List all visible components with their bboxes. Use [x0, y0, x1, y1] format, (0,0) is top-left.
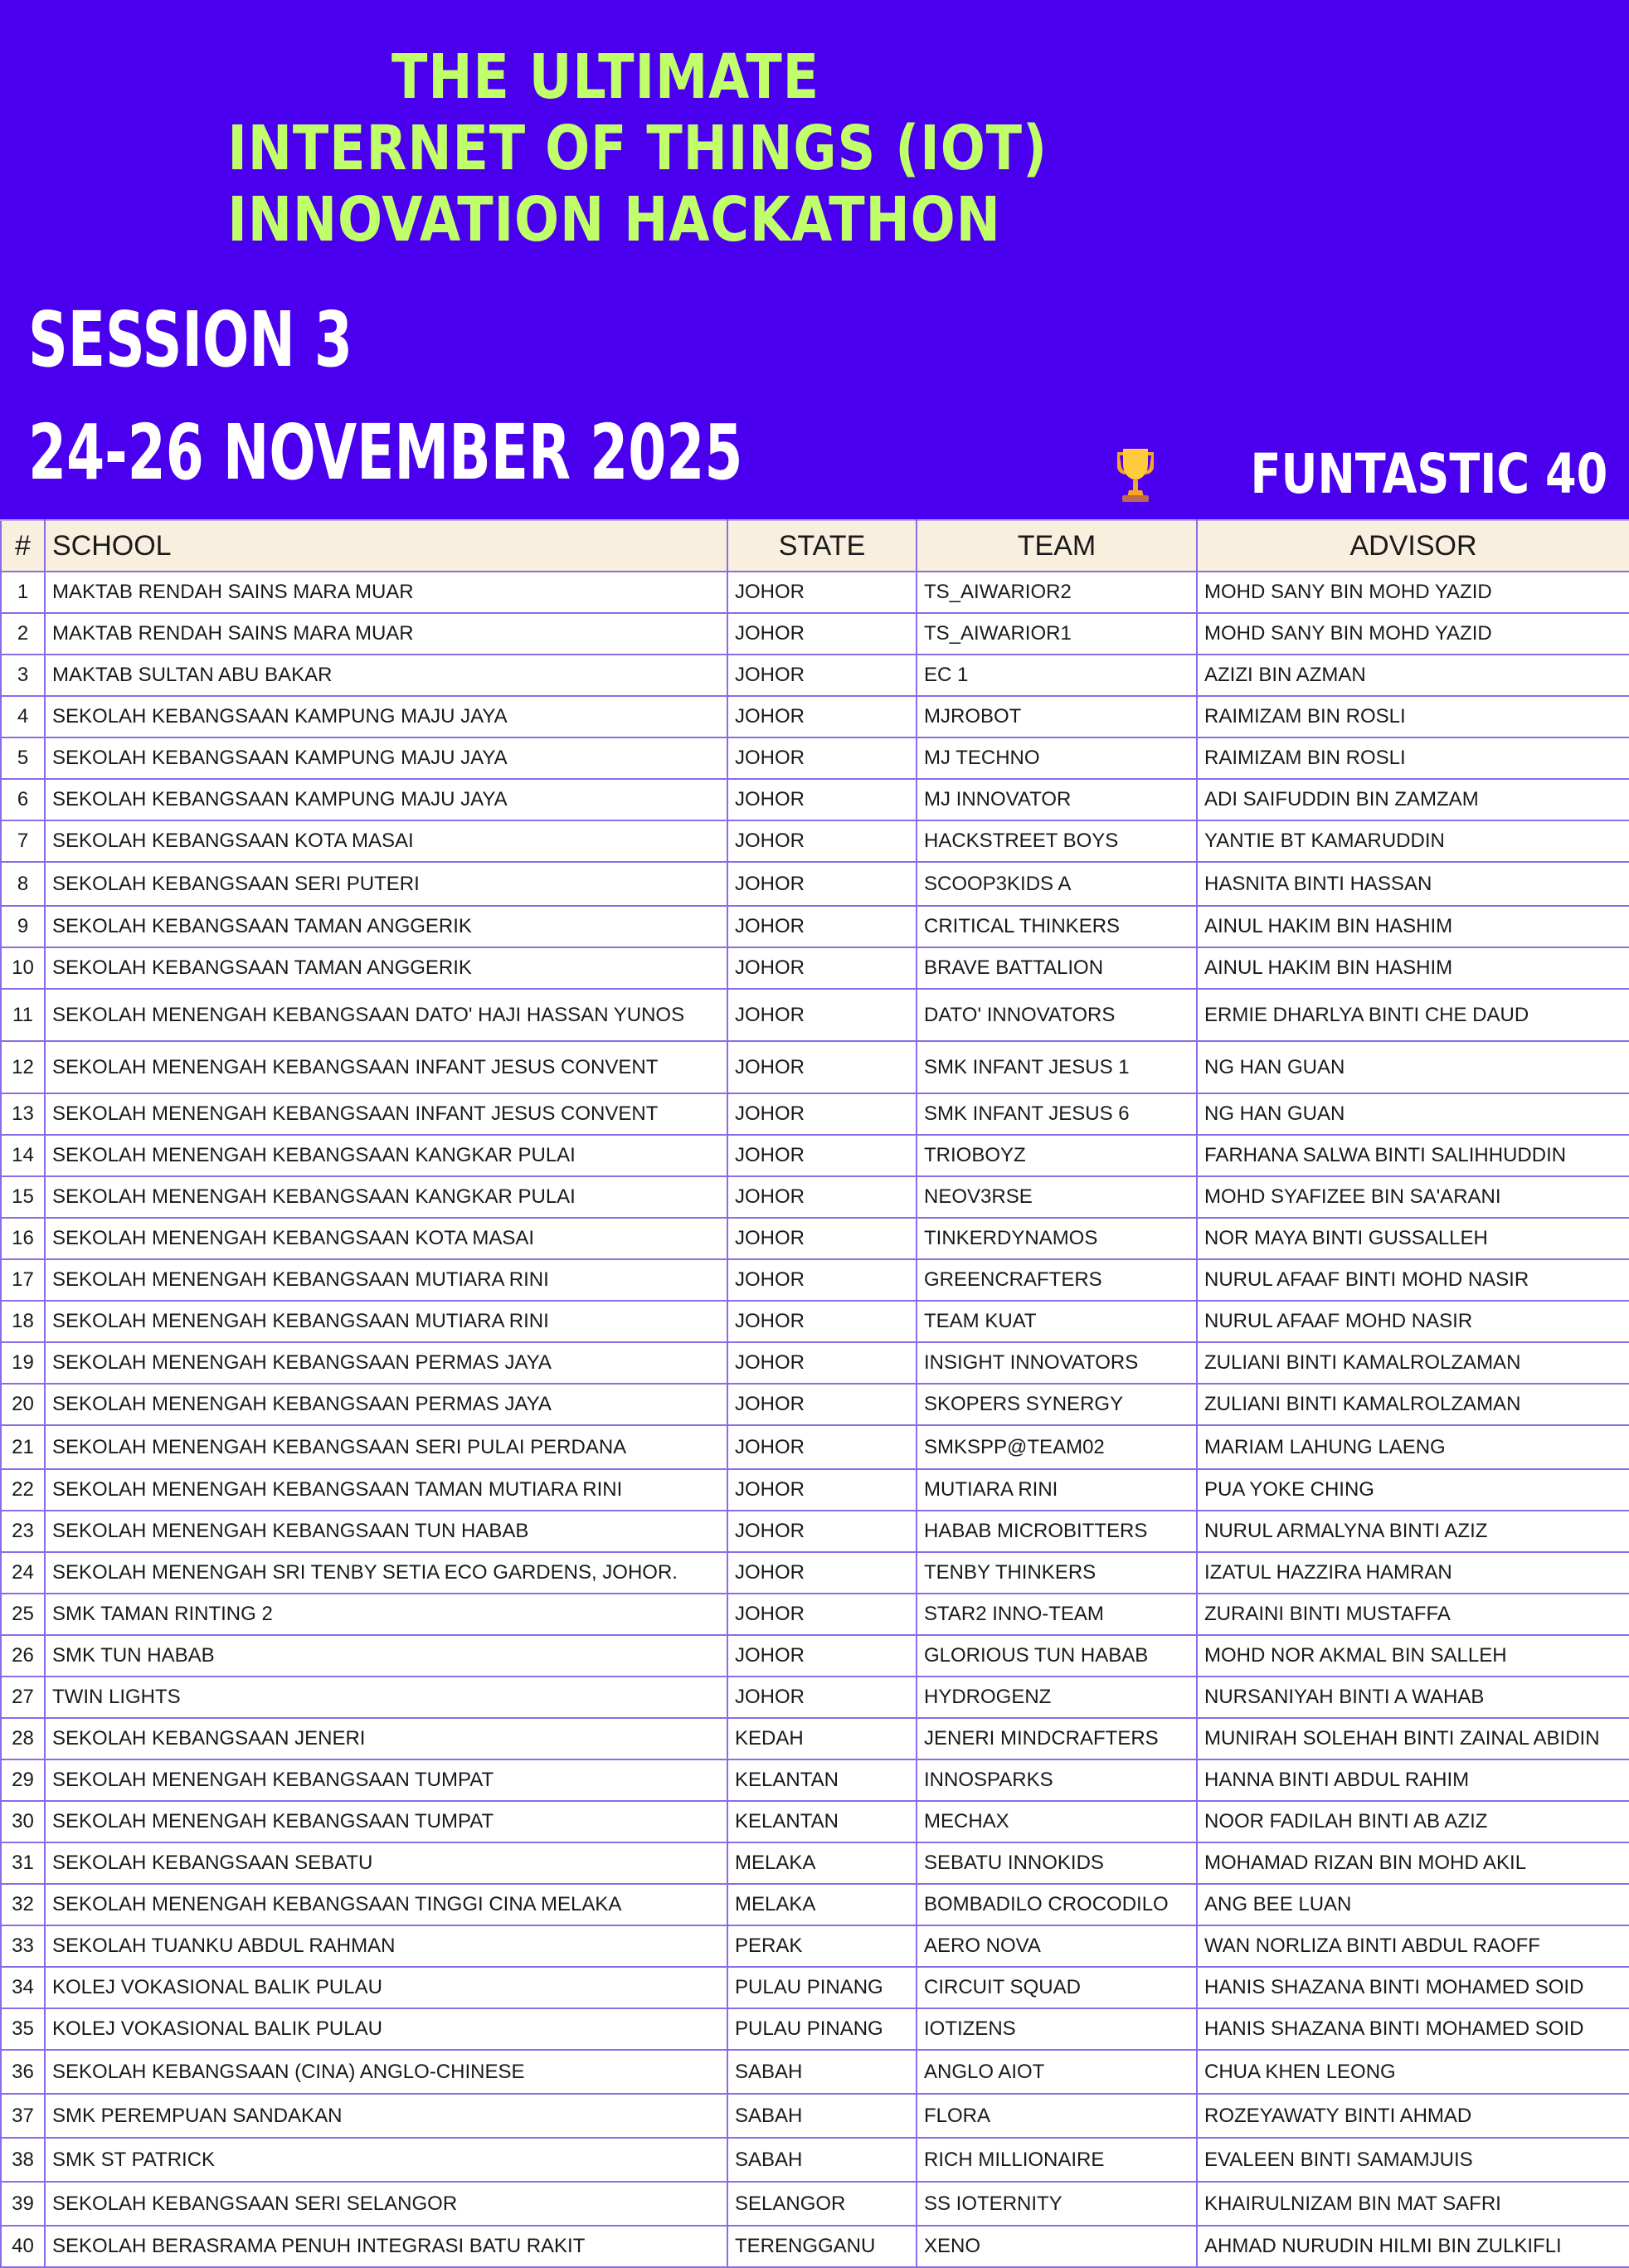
- table-row: [1, 1176, 1629, 1218]
- state-name: JOHOR: [727, 779, 917, 820]
- team-name: MJ TECHNO: [917, 737, 1197, 779]
- title-line-1: THE ULTIMATE: [391, 41, 819, 113]
- state-name: MELAKA: [727, 1842, 917, 1884]
- team-name: SMKSPP@TEAM02: [917, 1425, 1197, 1469]
- row-number: 4: [1, 696, 45, 737]
- state-name: JOHOR: [727, 947, 917, 989]
- school-name: SEKOLAH MENENGAH KEBANGSAAN INFANT JESUS CONVENT: [45, 1093, 727, 1135]
- advisor-name: ZURAINI BINTI MUSTAFFA: [1197, 1594, 1629, 1635]
- state-name: JOHOR: [727, 613, 917, 655]
- state-name: JOHOR: [727, 696, 917, 737]
- row-number: 30: [1, 1801, 45, 1842]
- row-number: 9: [1, 906, 45, 947]
- state-name: JOHOR: [727, 1677, 917, 1718]
- state-name: JOHOR: [727, 655, 917, 696]
- state-name: KELANTAN: [727, 1759, 917, 1801]
- school-name: SEKOLAH KEBANGSAAN JENERI: [45, 1718, 727, 1759]
- row-number: 27: [1, 1677, 45, 1718]
- row-number: 21: [1, 1425, 45, 1469]
- row-number: 13: [1, 1093, 45, 1135]
- team-name: SMK INFANT JESUS 6: [917, 1093, 1197, 1135]
- table-body: [1, 572, 1629, 2267]
- school-name: SEKOLAH MENENGAH KEBANGSAAN MUTIARA RINI: [45, 1259, 727, 1301]
- advisor-name: ERMIE DHARLYA BINTI CHE DAUD: [1197, 989, 1629, 1041]
- table-row: [1, 1425, 1629, 1469]
- row-number: 33: [1, 1925, 45, 1967]
- team-name: TINKERDYNAMOS: [917, 1218, 1197, 1259]
- advisor-name: NOR MAYA BINTI GUSSALLEH: [1197, 1218, 1629, 1259]
- advisor-name: ZULIANI BINTI KAMALROLZAMAN: [1197, 1384, 1629, 1425]
- advisor-name: HANIS SHAZANA BINTI MOHAMED SOID: [1197, 1967, 1629, 2008]
- state-name: JOHOR: [727, 1425, 917, 1469]
- state-name: PULAU PINANG: [727, 2008, 917, 2050]
- team-name: JENERI MINDCRAFTERS: [917, 1718, 1197, 1759]
- school-name: SEKOLAH MENENGAH KEBANGSAAN TUMPAT: [45, 1759, 727, 1801]
- team-name: AERO NOVA: [917, 1925, 1197, 1967]
- team-name: MJROBOT: [917, 696, 1197, 737]
- event-title: [227, 41, 1048, 256]
- state-name: PERAK: [727, 1925, 917, 1967]
- school-name: SEKOLAH KEBANGSAAN KAMPUNG MAJU JAYA: [45, 696, 727, 737]
- state-name: KEDAH: [727, 1718, 917, 1759]
- school-name: SEKOLAH MENENGAH KEBANGSAAN PERMAS JAYA: [45, 1342, 727, 1384]
- state-name: JOHOR: [727, 1301, 917, 1342]
- row-number: 25: [1, 1594, 45, 1635]
- state-name: JOHOR: [727, 989, 917, 1041]
- advisor-name: HANIS SHAZANA BINTI MOHAMED SOID: [1197, 2008, 1629, 2050]
- advisor-name: NURUL AFAAF MOHD NASIR: [1197, 1301, 1629, 1342]
- table-row: [1, 1925, 1629, 1967]
- team-name: BRAVE BATTALION: [917, 947, 1197, 989]
- state-name: JOHOR: [727, 1176, 917, 1218]
- event-dates: 24-26 NOVEMBER 2025: [28, 408, 743, 497]
- row-number: 24: [1, 1552, 45, 1594]
- state-name: SABAH: [727, 2138, 917, 2182]
- school-name: KOLEJ VOKASIONAL BALIK PULAU: [45, 2008, 727, 2050]
- team-name: IOTIZENS: [917, 2008, 1197, 2050]
- funtastic-badge: [1111, 443, 1607, 506]
- school-name: SEKOLAH MENENGAH SRI TENBY SETIA ECO GARDENS, JOHOR.: [45, 1552, 727, 1594]
- state-name: JOHOR: [727, 1259, 917, 1301]
- advisor-name: NG HAN GUAN: [1197, 1041, 1629, 1093]
- advisor-name: NG HAN GUAN: [1197, 1093, 1629, 1135]
- school-name: SMK PEREMPUAN SANDAKAN: [45, 2094, 727, 2138]
- title-line-2: INTERNET OF THINGS (IOT): [227, 113, 1048, 184]
- school-name: SEKOLAH MENENGAH KEBANGSAAN SERI PULAI PERDANA: [45, 1425, 727, 1469]
- advisor-name: ZULIANI BINTI KAMALROLZAMAN: [1197, 1342, 1629, 1384]
- school-name: SEKOLAH KEBANGSAAN SERI PUTERI: [45, 862, 727, 906]
- table-row: [1, 1801, 1629, 1842]
- row-number: 19: [1, 1342, 45, 1384]
- advisor-name: NURUL AFAAF BINTI MOHD NASIR: [1197, 1259, 1629, 1301]
- badge-label: FUNTASTIC 40: [1250, 442, 1607, 506]
- state-name: MELAKA: [727, 1884, 917, 1925]
- advisor-name: ANG BEE LUAN: [1197, 1884, 1629, 1925]
- school-name: MAKTAB RENDAH SAINS MARA MUAR: [45, 572, 727, 613]
- row-number: 1: [1, 572, 45, 613]
- table-row: [1, 1469, 1629, 1511]
- school-name: KOLEJ VOKASIONAL BALIK PULAU: [45, 1967, 727, 2008]
- state-name: PULAU PINANG: [727, 1967, 917, 2008]
- team-name: GREENCRAFTERS: [917, 1259, 1197, 1301]
- team-name: SKOPERS SYNERGY: [917, 1384, 1197, 1425]
- advisor-name: PUA YOKE CHING: [1197, 1469, 1629, 1511]
- trophy-icon: [1111, 445, 1160, 504]
- team-name: RICH MILLIONAIRE: [917, 2138, 1197, 2182]
- row-number: 37: [1, 2094, 45, 2138]
- state-name: JOHOR: [727, 737, 917, 779]
- team-name: TS_AIWARIOR1: [917, 613, 1197, 655]
- table-row: [1, 1135, 1629, 1176]
- table-row: [1, 1635, 1629, 1677]
- school-name: SEKOLAH MENENGAH KEBANGSAAN KANGKAR PULAI: [45, 1176, 727, 1218]
- advisor-name: MOHD SANY BIN MOHD YAZID: [1197, 572, 1629, 613]
- table-row: [1, 655, 1629, 696]
- school-name: SEKOLAH KEBANGSAAN SERI SELANGOR: [45, 2182, 727, 2226]
- row-number: 26: [1, 1635, 45, 1677]
- advisor-name: KHAIRULNIZAM BIN MAT SAFRI: [1197, 2182, 1629, 2226]
- team-name: STAR2 INNO-TEAM: [917, 1594, 1197, 1635]
- advisor-name: RAIMIZAM BIN ROSLI: [1197, 737, 1629, 779]
- school-name: SEKOLAH KEBANGSAAN KOTA MASAI: [45, 820, 727, 862]
- row-number: 36: [1, 2050, 45, 2094]
- advisor-name: MOHD SYAFIZEE BIN SA'ARANI: [1197, 1176, 1629, 1218]
- team-name: SCOOP3KIDS A: [917, 862, 1197, 906]
- table-row: [1, 1342, 1629, 1384]
- row-number: 22: [1, 1469, 45, 1511]
- state-name: JOHOR: [727, 1093, 917, 1135]
- school-name: SEKOLAH MENENGAH KEBANGSAAN TAMAN MUTIARA RINI: [45, 1469, 727, 1511]
- row-number: 29: [1, 1759, 45, 1801]
- table-row: [1, 696, 1629, 737]
- column-header-number: #: [1, 520, 45, 572]
- table-row: [1, 1511, 1629, 1552]
- school-name: SMK TAMAN RINTING 2: [45, 1594, 727, 1635]
- advisor-name: EVALEEN BINTI SAMAMJUIS: [1197, 2138, 1629, 2182]
- team-name: SEBATU INNOKIDS: [917, 1842, 1197, 1884]
- team-name: BOMBADILO CROCODILO: [917, 1884, 1197, 1925]
- row-number: 18: [1, 1301, 45, 1342]
- school-name: TWIN LIGHTS: [45, 1677, 727, 1718]
- table-row: [1, 1041, 1629, 1093]
- event-header-banner: [0, 0, 1629, 519]
- table-row: [1, 1967, 1629, 2008]
- school-name: SEKOLAH MENENGAH KEBANGSAAN KANGKAR PULAI: [45, 1135, 727, 1176]
- table-row: [1, 1093, 1629, 1135]
- participants-table: [0, 519, 1629, 2268]
- advisor-name: NURSANIYAH BINTI A WAHAB: [1197, 1677, 1629, 1718]
- school-name: SEKOLAH BERASRAMA PENUH INTEGRASI BATU RAKIT: [45, 2226, 727, 2267]
- school-name: MAKTAB RENDAH SAINS MARA MUAR: [45, 613, 727, 655]
- state-name: SELANGOR: [727, 2182, 917, 2226]
- team-name: MUTIARA RINI: [917, 1469, 1197, 1511]
- state-name: JOHOR: [727, 1511, 917, 1552]
- school-name: SEKOLAH TUANKU ABDUL RAHMAN: [45, 1925, 727, 1967]
- advisor-name: HANNA BINTI ABDUL RAHIM: [1197, 1759, 1629, 1801]
- team-name: MJ INNOVATOR: [917, 779, 1197, 820]
- school-name: SEKOLAH KEBANGSAAN KAMPUNG MAJU JAYA: [45, 737, 727, 779]
- school-name: SMK TUN HABAB: [45, 1635, 727, 1677]
- title-line-3: INNOVATION HACKATHON: [227, 184, 1001, 256]
- column-header-advisor: ADVISOR: [1197, 520, 1629, 572]
- table-row: [1, 613, 1629, 655]
- team-name: CRITICAL THINKERS: [917, 906, 1197, 947]
- table-row: [1, 2008, 1629, 2050]
- column-header-school: SCHOOL: [45, 520, 727, 572]
- advisor-name: NOOR FADILAH BINTI AB AZIZ: [1197, 1801, 1629, 1842]
- column-header-state: STATE: [727, 520, 917, 572]
- advisor-name: AHMAD NURUDIN HILMI BIN ZULKIFLI: [1197, 2226, 1629, 2267]
- state-name: JOHOR: [727, 1552, 917, 1594]
- team-name: SMK INFANT JESUS 1: [917, 1041, 1197, 1093]
- school-name: SEKOLAH KEBANGSAAN TAMAN ANGGERIK: [45, 947, 727, 989]
- table-row: [1, 989, 1629, 1041]
- school-name: SEKOLAH KEBANGSAAN SEBATU: [45, 1842, 727, 1884]
- school-name: SEKOLAH KEBANGSAAN (CINA) ANGLO-CHINESE: [45, 2050, 727, 2094]
- row-number: 39: [1, 2182, 45, 2226]
- advisor-name: NURUL ARMALYNA BINTI AZIZ: [1197, 1511, 1629, 1552]
- row-number: 2: [1, 613, 45, 655]
- team-name: TS_AIWARIOR2: [917, 572, 1197, 613]
- school-name: SEKOLAH MENENGAH KEBANGSAAN KOTA MASAI: [45, 1218, 727, 1259]
- table-row: [1, 1259, 1629, 1301]
- row-number: 15: [1, 1176, 45, 1218]
- row-number: 17: [1, 1259, 45, 1301]
- table-row: [1, 737, 1629, 779]
- state-name: JOHOR: [727, 1135, 917, 1176]
- school-name: SMK ST PATRICK: [45, 2138, 727, 2182]
- state-name: JOHOR: [727, 1342, 917, 1384]
- team-name: TEAM KUAT: [917, 1301, 1197, 1342]
- row-number: 5: [1, 737, 45, 779]
- advisor-name: MOHD SANY BIN MOHD YAZID: [1197, 613, 1629, 655]
- row-number: 12: [1, 1041, 45, 1093]
- row-number: 3: [1, 655, 45, 696]
- team-name: EC 1: [917, 655, 1197, 696]
- table-row: [1, 2182, 1629, 2226]
- state-name: JOHOR: [727, 1041, 917, 1093]
- row-number: 16: [1, 1218, 45, 1259]
- row-number: 6: [1, 779, 45, 820]
- advisor-name: MARIAM LAHUNG LAENG: [1197, 1425, 1629, 1469]
- session-label: SESSION 3: [28, 295, 353, 384]
- row-number: 23: [1, 1511, 45, 1552]
- table-row: [1, 1218, 1629, 1259]
- team-name: HACKSTREET BOYS: [917, 820, 1197, 862]
- team-name: TENBY THINKERS: [917, 1552, 1197, 1594]
- school-name: SEKOLAH MENENGAH KEBANGSAAN INFANT JESUS CONVENT: [45, 1041, 727, 1093]
- table-row: [1, 2138, 1629, 2182]
- advisor-name: IZATUL HAZZIRA HAMRAN: [1197, 1552, 1629, 1594]
- school-name: SEKOLAH MENENGAH KEBANGSAAN PERMAS JAYA: [45, 1384, 727, 1425]
- team-name: INSIGHT INNOVATORS: [917, 1342, 1197, 1384]
- advisor-name: HASNITA BINTI HASSAN: [1197, 862, 1629, 906]
- team-name: FLORA: [917, 2094, 1197, 2138]
- state-name: JOHOR: [727, 1594, 917, 1635]
- table-row: [1, 862, 1629, 906]
- team-name: DATO' INNOVATORS: [917, 989, 1197, 1041]
- team-name: INNOSPARKS: [917, 1759, 1197, 1801]
- row-number: 8: [1, 862, 45, 906]
- table-row: [1, 2050, 1629, 2094]
- table-row: [1, 1301, 1629, 1342]
- advisor-name: MUNIRAH SOLEHAH BINTI ZAINAL ABIDIN: [1197, 1718, 1629, 1759]
- state-name: JOHOR: [727, 1384, 917, 1425]
- school-name: SEKOLAH MENENGAH KEBANGSAAN DATO' HAJI HASSAN YUNOS: [45, 989, 727, 1041]
- state-name: JOHOR: [727, 906, 917, 947]
- advisor-name: ADI SAIFUDDIN BIN ZAMZAM: [1197, 779, 1629, 820]
- team-name: CIRCUIT SQUAD: [917, 1967, 1197, 2008]
- row-number: 40: [1, 2226, 45, 2267]
- state-name: SABAH: [727, 2094, 917, 2138]
- table-row: [1, 1677, 1629, 1718]
- row-number: 35: [1, 2008, 45, 2050]
- school-name: SEKOLAH MENENGAH KEBANGSAAN TUN HABAB: [45, 1511, 727, 1552]
- team-name: NEOV3RSE: [917, 1176, 1197, 1218]
- school-name: SEKOLAH MENENGAH KEBANGSAAN TUMPAT: [45, 1801, 727, 1842]
- school-name: MAKTAB SULTAN ABU BAKAR: [45, 655, 727, 696]
- table-row: [1, 2226, 1629, 2267]
- school-name: SEKOLAH KEBANGSAAN KAMPUNG MAJU JAYA: [45, 779, 727, 820]
- table-row: [1, 572, 1629, 613]
- team-name: MECHAX: [917, 1801, 1197, 1842]
- advisor-name: MOHD NOR AKMAL BIN SALLEH: [1197, 1635, 1629, 1677]
- advisor-name: WAN NORLIZA BINTI ABDUL RAOFF: [1197, 1925, 1629, 1967]
- row-number: 28: [1, 1718, 45, 1759]
- table-row: [1, 906, 1629, 947]
- school-name: SEKOLAH MENENGAH KEBANGSAAN TINGGI CINA MELAKA: [45, 1884, 727, 1925]
- row-number: 38: [1, 2138, 45, 2182]
- table-row: [1, 1384, 1629, 1425]
- state-name: TERENGGANU: [727, 2226, 917, 2267]
- table-row: [1, 1884, 1629, 1925]
- table-row: [1, 1842, 1629, 1884]
- state-name: JOHOR: [727, 820, 917, 862]
- table-row: [1, 779, 1629, 820]
- table-row: [1, 1552, 1629, 1594]
- advisor-name: ROZEYAWATY BINTI AHMAD: [1197, 2094, 1629, 2138]
- table-header-row: [1, 520, 1629, 572]
- state-name: JOHOR: [727, 1635, 917, 1677]
- row-number: 7: [1, 820, 45, 862]
- team-name: GLORIOUS TUN HABAB: [917, 1635, 1197, 1677]
- row-number: 14: [1, 1135, 45, 1176]
- row-number: 32: [1, 1884, 45, 1925]
- row-number: 20: [1, 1384, 45, 1425]
- school-name: SEKOLAH KEBANGSAAN TAMAN ANGGERIK: [45, 906, 727, 947]
- table-row: [1, 1718, 1629, 1759]
- state-name: JOHOR: [727, 572, 917, 613]
- advisor-name: CHUA KHEN LEONG: [1197, 2050, 1629, 2094]
- row-number: 34: [1, 1967, 45, 2008]
- advisor-name: YANTIE BT KAMARUDDIN: [1197, 820, 1629, 862]
- advisor-name: MOHAMAD RIZAN BIN MOHD AKIL: [1197, 1842, 1629, 1884]
- state-name: KELANTAN: [727, 1801, 917, 1842]
- state-name: JOHOR: [727, 862, 917, 906]
- row-number: 31: [1, 1842, 45, 1884]
- row-number: 10: [1, 947, 45, 989]
- table-row: [1, 820, 1629, 862]
- table-row: [1, 1759, 1629, 1801]
- team-name: ANGLO AIOT: [917, 2050, 1197, 2094]
- advisor-name: AINUL HAKIM BIN HASHIM: [1197, 906, 1629, 947]
- advisor-name: AINUL HAKIM BIN HASHIM: [1197, 947, 1629, 989]
- table-row: [1, 1594, 1629, 1635]
- team-name: HABAB MICROBITTERS: [917, 1511, 1197, 1552]
- column-header-team: TEAM: [917, 520, 1197, 572]
- advisor-name: FARHANA SALWA BINTI SALIHHUDDIN: [1197, 1135, 1629, 1176]
- state-name: JOHOR: [727, 1469, 917, 1511]
- row-number: 11: [1, 989, 45, 1041]
- state-name: JOHOR: [727, 1218, 917, 1259]
- advisor-name: AZIZI BIN AZMAN: [1197, 655, 1629, 696]
- table-row: [1, 947, 1629, 989]
- advisor-name: RAIMIZAM BIN ROSLI: [1197, 696, 1629, 737]
- team-name: SS IOTERNITY: [917, 2182, 1197, 2226]
- school-name: SEKOLAH MENENGAH KEBANGSAAN MUTIARA RINI: [45, 1301, 727, 1342]
- state-name: SABAH: [727, 2050, 917, 2094]
- table-row: [1, 2094, 1629, 2138]
- team-name: TRIOBOYZ: [917, 1135, 1197, 1176]
- team-name: XENO: [917, 2226, 1197, 2267]
- team-name: HYDROGENZ: [917, 1677, 1197, 1718]
